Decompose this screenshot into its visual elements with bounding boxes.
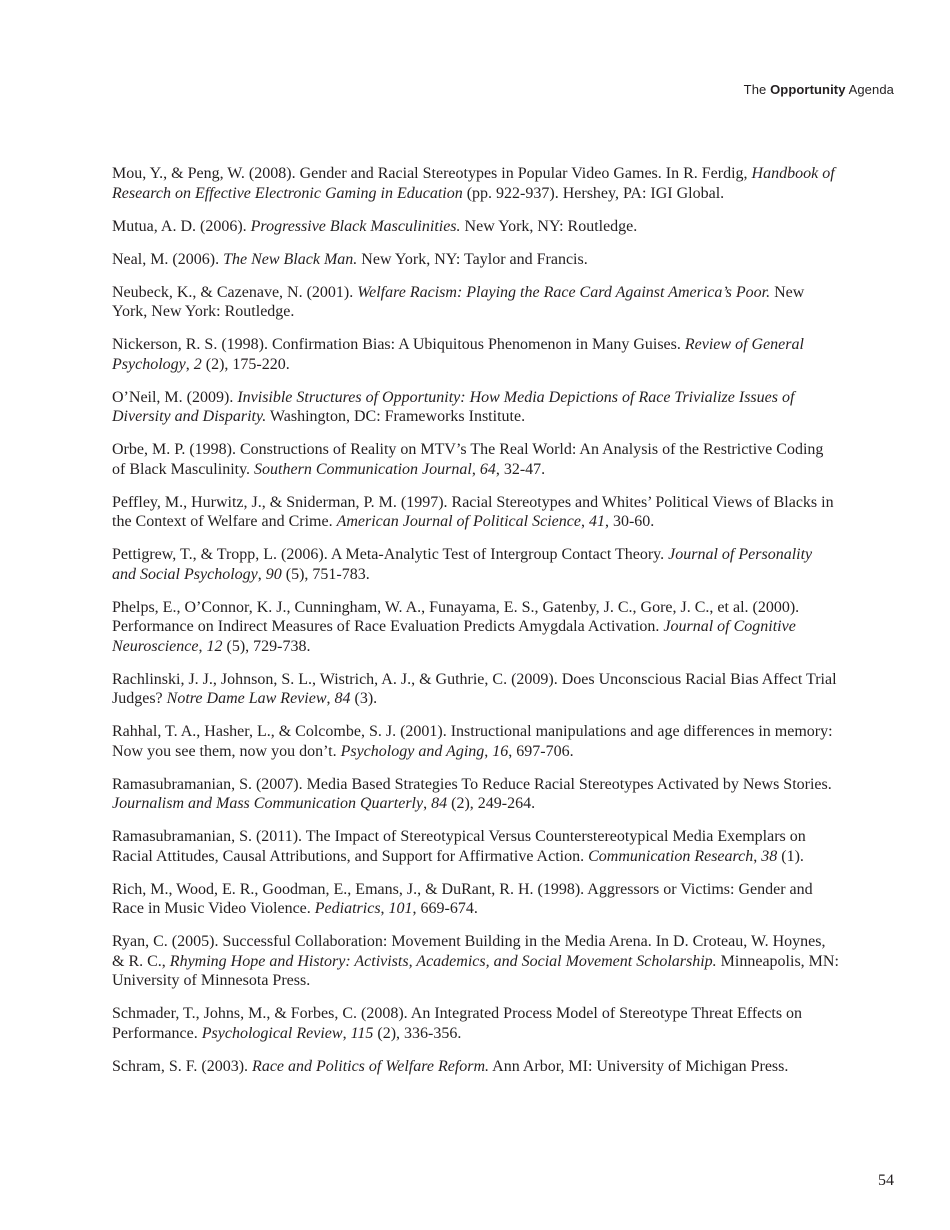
reference-text-segment: (2), 175-220.: [201, 355, 290, 373]
reference-text-segment: O’Neil, M. (2009).: [112, 388, 238, 406]
reference-text-segment: New York, NY: Routledge.: [460, 217, 638, 235]
reference-text-segment: Minneapolis, MN: University of Minnesota Press.: [112, 952, 839, 989]
reference-entry: [112, 493, 840, 532]
reference-text-segment: Mutua, A. D. (2006).: [112, 217, 251, 235]
running-header: [744, 82, 894, 97]
reference-entry: [112, 217, 840, 237]
reference-text-segment: ,: [198, 637, 207, 655]
reference-italic-segment: Welfare Racism: Playing the Race Card Against America’s Poor.: [357, 283, 771, 301]
reference-text-segment: ,: [423, 795, 432, 812]
reference-text-segment: Pettigrew, T., & Tropp, L. (2006). A Meta-Analytic Test of Intergroup Contact Theory.: [112, 546, 669, 563]
reference-entry: [112, 283, 840, 322]
reference-text-segment: Ramasubramanian, S. (2007). Media Based Strategies To Reduce Racial Stereotypes Activated by News Stories.: [112, 775, 832, 793]
reference-text-segment: ,: [380, 900, 389, 917]
reference-entry: [112, 880, 840, 919]
header-suffix: Agenda: [848, 82, 894, 97]
reference-text-segment: New York, NY: Taylor and Francis.: [357, 250, 588, 268]
reference-text-segment: Rich, M., Wood, E. R., Goodman, E., Emans, J., & DuRant, R. H. (1998). Aggressors or Victims: Gender and Race in Music Video Violence.: [112, 880, 813, 917]
reference-italic-segment: Journal of Cognitive Neuroscience: [112, 618, 796, 655]
reference-text-segment: ,: [326, 690, 335, 707]
reference-text-segment: Ryan, C. (2005). Successful Collaboration: Movement Building in the Media Arena. In D. Croteau, W. Hoynes, & R. C.,: [112, 933, 826, 970]
reference-text-segment: Peffley, M., Hurwitz, J., & Sniderman, P. M. (1997). Racial Stereotypes and Whites’ Political Views of Blacks in the Context of Welfare and Crime.: [112, 493, 834, 530]
reference-entry: [112, 440, 840, 479]
reference-text-segment: (5), 751-783.: [281, 565, 370, 583]
reference-italic-segment: 12: [206, 637, 223, 655]
reference-text-segment: (2), 249-264.: [447, 795, 536, 812]
reference-italic-segment: 16: [492, 742, 509, 760]
reference-italic-segment: Review of General Psychology: [112, 336, 804, 373]
reference-italic-segment: 101: [388, 900, 413, 917]
page-number: 54: [878, 1172, 894, 1189]
header-brand: Opportunity: [770, 82, 846, 97]
reference-italic-segment: Psychology and Aging: [340, 742, 485, 760]
reference-italic-segment: 41: [588, 513, 605, 530]
reference-entry: [112, 545, 840, 584]
reference-italic-segment: Journal of Personality and Social Psychology: [112, 546, 813, 583]
reference-entry: [112, 670, 840, 709]
reference-text-segment: Orbe, M. P. (1998). Constructions of Reality on MTV’s The Real World: An Analysis of the Restrictive Coding of Black Masculinity.: [112, 441, 824, 478]
reference-italic-segment: Rhyming Hope and History: Activists, Academics, and Social Movement Scholarship.: [169, 952, 717, 970]
reference-entry: [112, 164, 840, 203]
reference-italic-segment: 38: [761, 847, 778, 865]
reference-text-segment: , 697-706.: [508, 742, 574, 760]
reference-italic-segment: The New Black Man.: [223, 250, 358, 268]
reference-entry: [112, 598, 840, 657]
reference-text-segment: Schmader, T., Johns, M., & Forbes, C. (2008). An Integrated Process Model of Stereotype Threat Effects on Performance.: [112, 1005, 803, 1042]
reference-italic-segment: Communication Research: [588, 847, 754, 865]
reference-entry: [112, 722, 840, 761]
reference-italic-segment: 90: [265, 565, 282, 583]
reference-list: [112, 164, 840, 1090]
reference-text-segment: (2), 336-356.: [373, 1024, 462, 1042]
reference-entry: [112, 827, 840, 866]
reference-text-segment: Neal, M. (2006).: [112, 250, 224, 268]
reference-text-segment: (pp. 922-937). Hershey, PA: IGI Global.: [462, 184, 725, 202]
reference-text-segment: Nickerson, R. S. (1998). Confirmation Bias: A Ubiquitous Phenomenon in Many Guises.: [112, 336, 685, 353]
reference-text-segment: ,: [471, 460, 480, 478]
reference-italic-segment: 64: [479, 460, 496, 478]
reference-italic-segment: 84: [431, 795, 448, 812]
reference-text-segment: (1).: [777, 847, 804, 865]
reference-italic-segment: Southern Communication Journal: [254, 460, 472, 478]
reference-text-segment: (5), 729-738.: [222, 637, 311, 655]
reference-italic-segment: Progressive Black Masculinities.: [250, 217, 461, 235]
reference-italic-segment: Race and Politics of Welfare Reform.: [252, 1057, 490, 1075]
reference-entry: [112, 1004, 840, 1043]
reference-italic-segment: 115: [350, 1024, 374, 1042]
reference-text-segment: ,: [342, 1024, 351, 1042]
reference-italic-segment: Invisible Structures of Opportunity: How Media Depictions of Race Trivialize Issues of Diversity and Disparity.: [112, 388, 795, 425]
reference-text-segment: Ramasubramanian, S. (2011). The Impact of Stereotypical Versus Counterstereotypical Media Exemplars on Racial Attitudes, Causal Attributions, and Support for Affirmative Action.: [112, 828, 806, 865]
reference-text-segment: (3).: [350, 690, 378, 707]
reference-italic-segment: 84: [334, 690, 351, 707]
header-prefix: The: [743, 82, 767, 97]
reference-text-segment: ,: [753, 847, 762, 865]
reference-italic-segment: Psychological Review: [201, 1024, 343, 1042]
reference-italic-segment: 2: [193, 355, 202, 373]
reference-text-segment: ,: [484, 742, 493, 760]
reference-text-segment: Schram, S. F. (2003).: [112, 1057, 253, 1075]
reference-entry: [112, 775, 840, 814]
reference-entry: [112, 388, 840, 427]
reference-text-segment: Rahhal, T. A., Hasher, L., & Colcombe, S. J. (2001). Instructional manipulations and age differences in memory: Now you see them, now you don’t.: [112, 723, 833, 760]
reference-text-segment: , 32-47.: [495, 460, 546, 478]
reference-text-segment: ,: [257, 565, 266, 583]
reference-italic-segment: American Journal of Political Science: [336, 513, 581, 530]
reference-text-segment: ,: [580, 513, 589, 530]
reference-text-segment: ,: [185, 355, 194, 373]
reference-text-segment: Mou, Y., & Peng, W. (2008). Gender and Racial Stereotypes in Popular Video Games. In R. Ferdig,: [112, 165, 752, 182]
reference-italic-segment: Handbook of Research on Effective Electronic Gaming in Education: [112, 165, 835, 202]
reference-italic-segment: Notre Dame Law Review: [166, 690, 327, 707]
reference-text-segment: New York, New York: Routledge.: [112, 283, 805, 320]
reference-text-segment: , 669-674.: [412, 900, 478, 917]
reference-text-segment: Phelps, E., O’Connor, K. J., Cunningham, W. A., Funayama, E. S., Gatenby, J. C., Gore, J. C., et al. (2000). Performance on Indirect Measures of Race Evaluation Predicts Amygdala Activation.: [112, 598, 800, 635]
reference-text-segment: Washington, DC: Frameworks Institute.: [266, 408, 526, 425]
reference-entry: [112, 250, 840, 270]
reference-text-segment: , 30-60.: [604, 513, 655, 530]
reference-text-segment: Ann Arbor, MI: University of Michigan Press.: [489, 1057, 789, 1075]
reference-italic-segment: Pediatrics: [314, 900, 381, 917]
reference-entry: [112, 1057, 840, 1077]
reference-italic-segment: Journalism and Mass Communication Quarterly: [112, 795, 424, 812]
reference-text-segment: Neubeck, K., & Cazenave, N. (2001).: [112, 283, 358, 301]
reference-entry: [112, 335, 840, 374]
reference-text-segment: Rachlinski, J. J., Johnson, S. L., Wistrich, A. J., & Guthrie, C. (2009). Does Unconscious Racial Bias Affect Trial Judges?: [112, 670, 837, 707]
reference-entry: [112, 932, 840, 991]
